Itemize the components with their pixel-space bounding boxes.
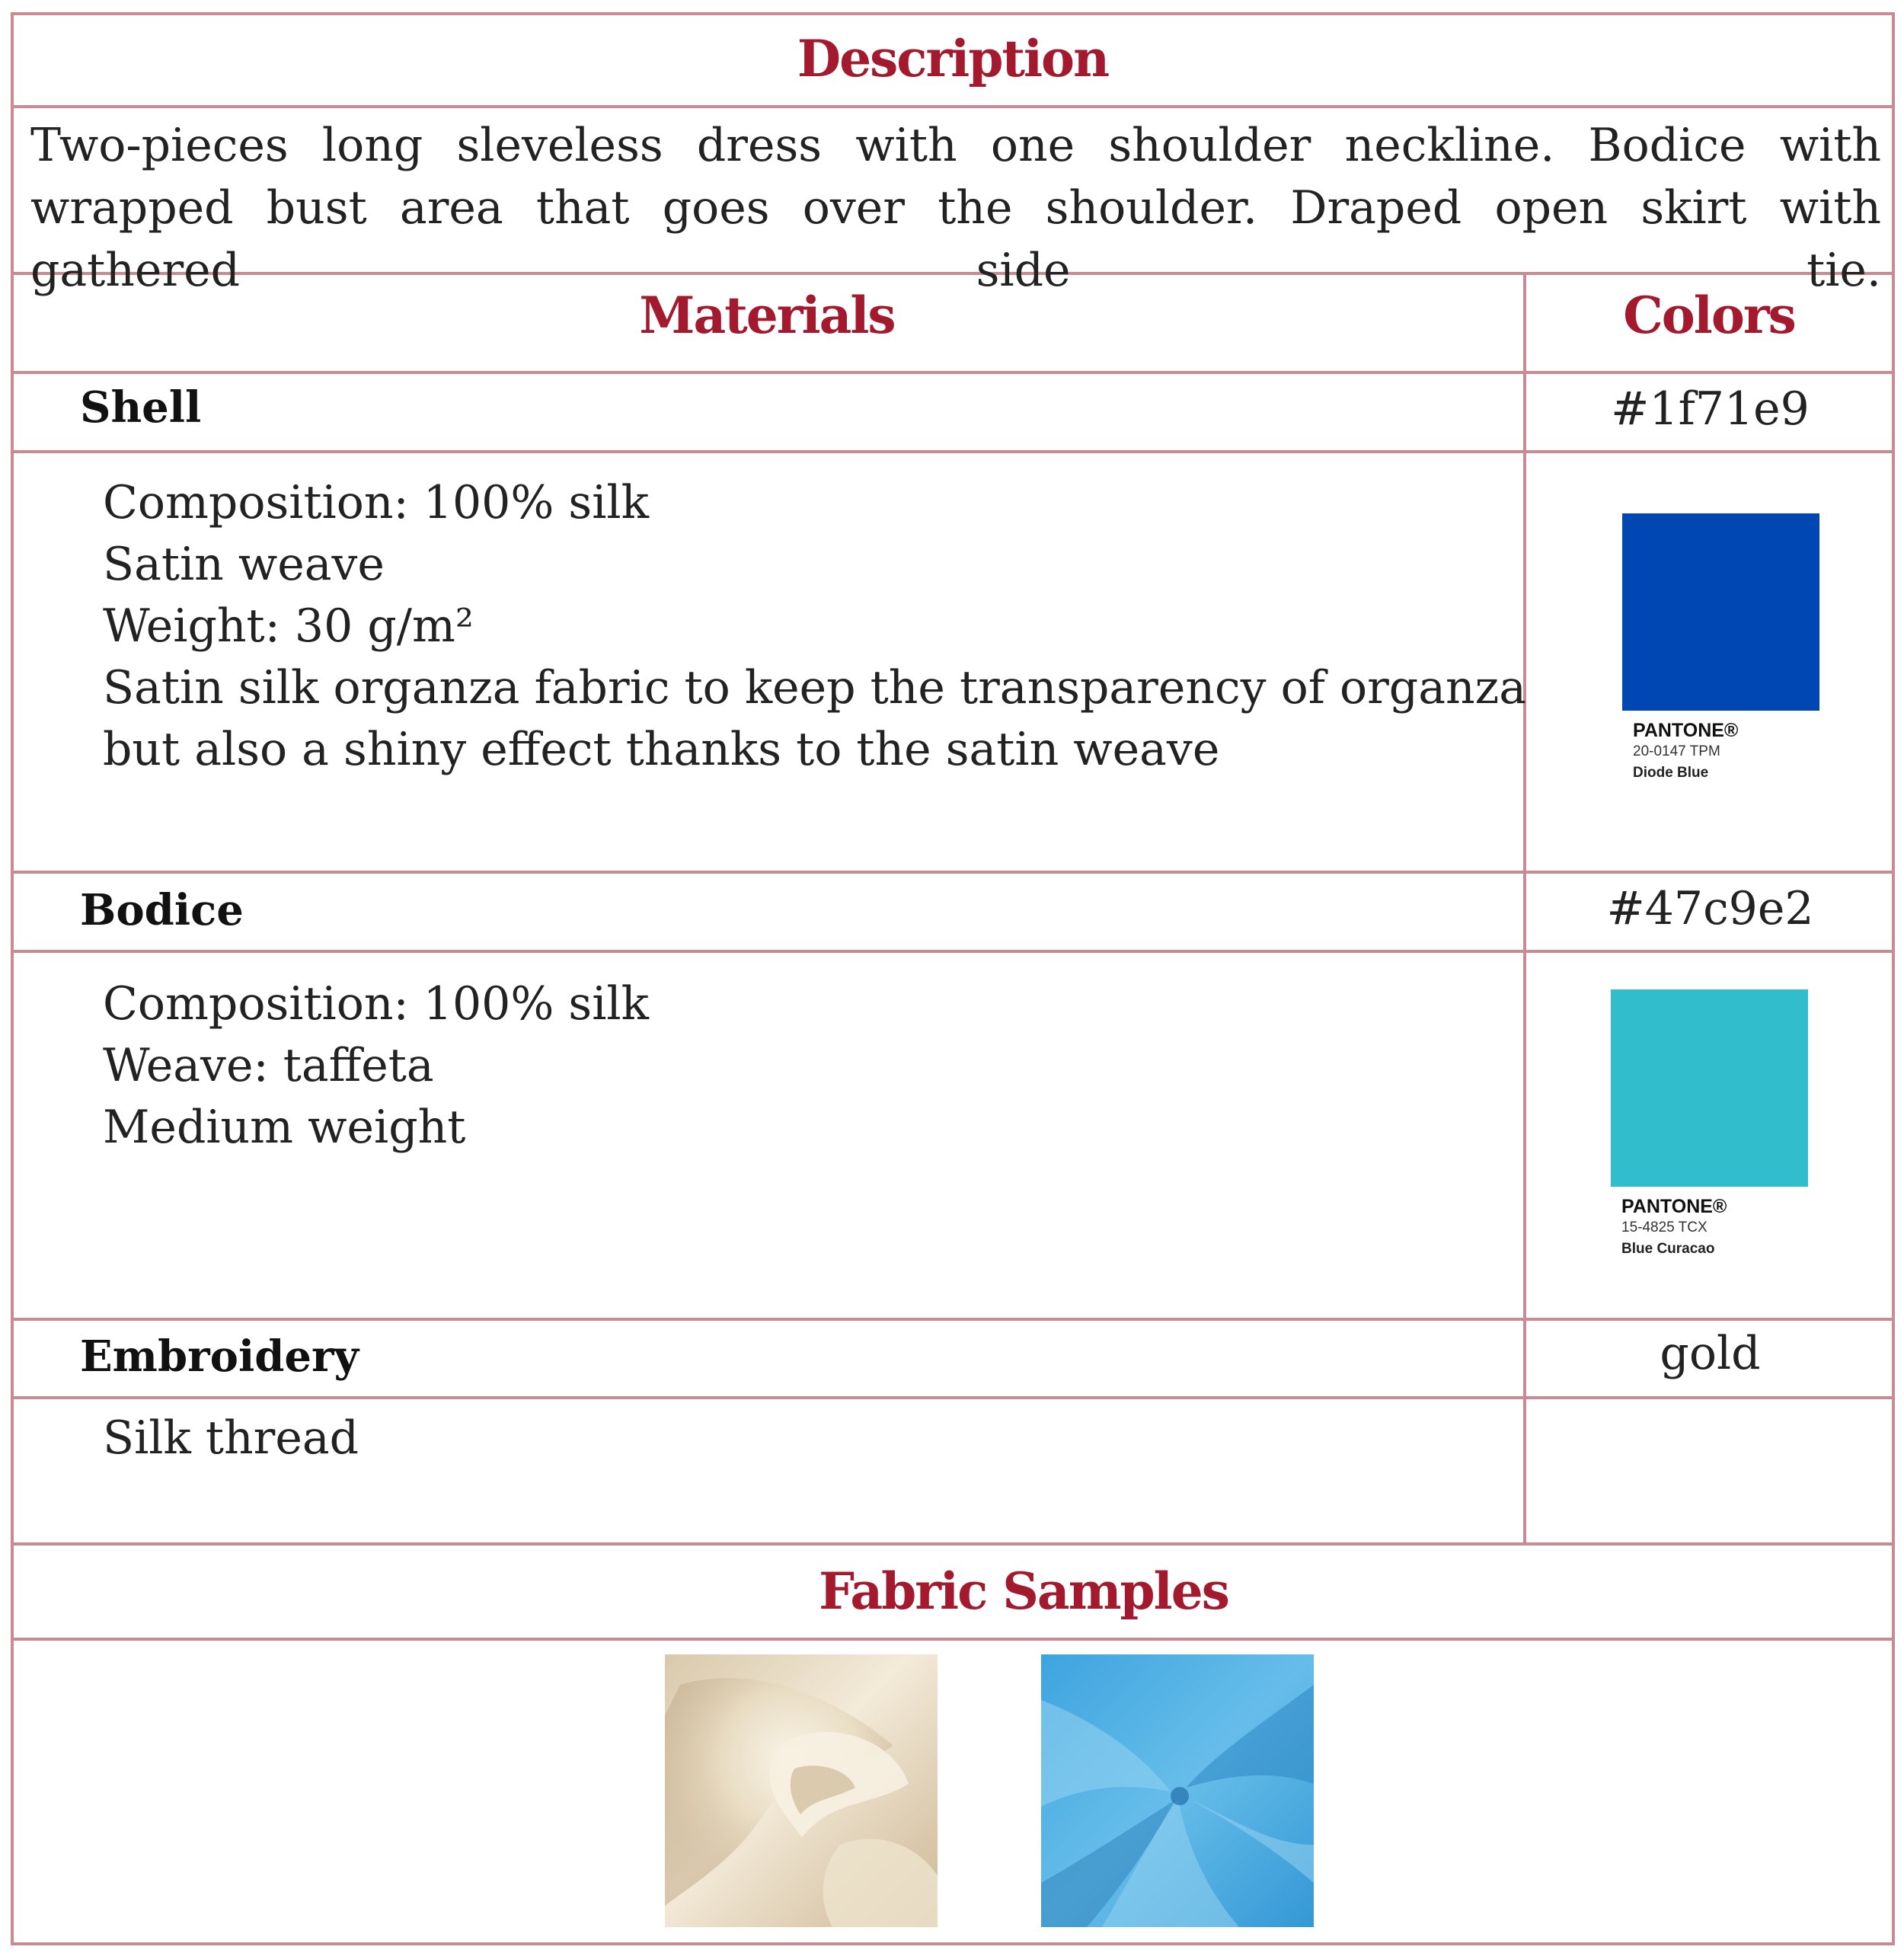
property-item: Composition: 100% silk: [103, 476, 649, 529]
border-top: [11, 12, 1895, 15]
description-text: Two-pieces long sleveless dress with one shoulder neckline. Bodice with wrapped bust area that goes over the shoulder. Draped open skirt with gathered side tie.: [30, 119, 1881, 297]
materials-header: Materials: [639, 286, 895, 345]
pantone-brand: PANTONE®: [1621, 1196, 1727, 1217]
embroidery-properties: [103, 1408, 359, 1469]
fabric-sample-blue-taffeta: [1041, 1654, 1314, 1927]
divider: [11, 871, 1895, 874]
material-name-embroidery: Embroidery: [80, 1331, 359, 1382]
pantone-code: 20-0147 TPM: [1633, 743, 1720, 759]
border-right: [1892, 12, 1895, 1945]
bodice-properties: [103, 973, 649, 1159]
border-bottom: [11, 1942, 1895, 1945]
colors-header: Colors: [1623, 286, 1795, 345]
material-name-shell: Shell: [80, 382, 202, 433]
property-item: Weave: taffeta: [103, 1039, 434, 1092]
pantone-card-shell: [1622, 513, 1819, 782]
property-item: Satin silk organza fabric to keep the transparency of organza: [103, 661, 1526, 714]
divider: [11, 105, 1895, 108]
description-title: Description: [797, 29, 1109, 88]
color-value-bodice: #47c9e2: [1606, 882, 1814, 935]
color-value-shell: #1f71e9: [1611, 382, 1810, 436]
divider: [11, 450, 1895, 453]
property-item: Medium weight: [103, 1101, 466, 1154]
divider: [11, 1542, 1895, 1545]
material-name-bodice: Bodice: [80, 885, 244, 935]
pantone-card-bodice: [1611, 989, 1808, 1258]
divider: [11, 1638, 1895, 1641]
property-item: but also a shiny effect thanks to the satin weave: [103, 723, 1220, 776]
pantone-swatch: [1611, 989, 1808, 1187]
pantone-name: Blue Curacao: [1621, 1241, 1715, 1257]
property-item: Weight: 30 g/m²: [103, 599, 474, 653]
property-item: Silk thread: [103, 1411, 359, 1465]
divider: [11, 1318, 1895, 1321]
property-item: Composition: 100% silk: [103, 977, 649, 1031]
divider: [11, 1396, 1895, 1399]
fabric-samples-title: Fabric Samples: [819, 1561, 1228, 1621]
pantone-code: 15-4825 TCX: [1621, 1219, 1708, 1235]
color-value-embroidery: gold: [1660, 1327, 1761, 1380]
divider: [11, 371, 1895, 374]
fabric-sample-ivory-satin: [665, 1654, 938, 1927]
shell-properties: [103, 472, 1526, 781]
property-item: Satin weave: [103, 538, 385, 591]
pantone-swatch: [1622, 513, 1819, 711]
pantone-name: Diode Blue: [1633, 765, 1709, 781]
pantone-brand: PANTONE®: [1633, 720, 1739, 741]
divider: [11, 950, 1895, 953]
